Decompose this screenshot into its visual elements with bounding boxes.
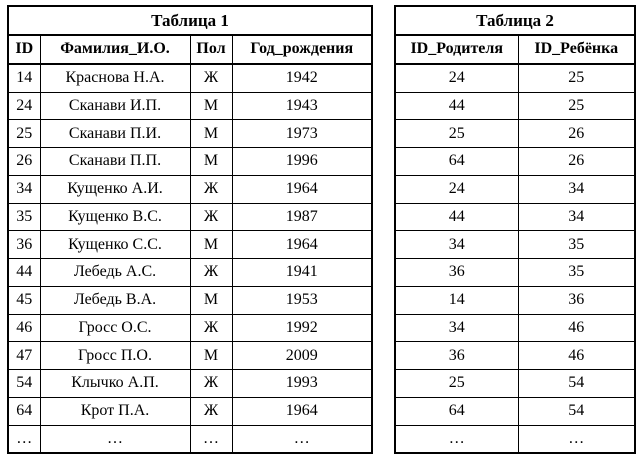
table-2-row — [395, 342, 635, 370]
table-1-cell: 45 — [8, 286, 40, 314]
table-1-cell: Ж — [190, 259, 232, 287]
table-1-cell: М — [190, 120, 232, 148]
table-1-cell: 35 — [8, 203, 40, 231]
table-2-cell: 26 — [518, 148, 635, 176]
table-1-cell: 1943 — [232, 92, 372, 120]
table-2-cell: 54 — [518, 397, 635, 425]
table-2-title: Таблица 2 — [395, 6, 635, 35]
table-1-cell: 1992 — [232, 314, 372, 342]
table-2-cell: 34 — [518, 175, 635, 203]
table-1-row — [8, 342, 372, 370]
table-2-cell: 36 — [518, 286, 635, 314]
table-1-row — [8, 92, 372, 120]
table-1-cell: Сканави П.П. — [40, 148, 190, 176]
table-2-cell: 24 — [395, 64, 518, 92]
table-2-cell: 35 — [518, 259, 635, 287]
table-2-row — [395, 64, 635, 92]
table-1-cell: Краснова Н.А. — [40, 64, 190, 92]
table-2-cell: 34 — [395, 231, 518, 259]
table-2-cell: … — [518, 425, 635, 453]
table-1-row — [8, 175, 372, 203]
table-1-row — [8, 397, 372, 425]
table-2-cell: 44 — [395, 92, 518, 120]
table-1-column-header: Фамилия_И.О. — [40, 35, 190, 64]
table-1-cell: Ж — [190, 175, 232, 203]
table-2-row — [395, 425, 635, 453]
table-2-column-header: ID_Ребёнка — [518, 35, 635, 64]
table-1-row — [8, 148, 372, 176]
table-1-cell: Кущенко С.С. — [40, 231, 190, 259]
table-1-column-header: ID — [8, 35, 40, 64]
table-1-cell: М — [190, 92, 232, 120]
table-2-row — [395, 92, 635, 120]
table-1-cell: Ж — [190, 314, 232, 342]
table-2-cell: 35 — [518, 231, 635, 259]
table-2-row — [395, 203, 635, 231]
table-2-row — [395, 148, 635, 176]
table-1-cell: 26 — [8, 148, 40, 176]
table-1-cell: Клычко А.П. — [40, 370, 190, 398]
table-1-cell: Кущенко В.С. — [40, 203, 190, 231]
table-2-cell: 46 — [518, 342, 635, 370]
table-2-cell: 25 — [395, 120, 518, 148]
table-1-cell: Кущенко А.И. — [40, 175, 190, 203]
table-2-cell: 54 — [518, 370, 635, 398]
table-2-cell: 34 — [518, 203, 635, 231]
table-1-row — [8, 64, 372, 92]
table-1-cell: Сканави И.П. — [40, 92, 190, 120]
table-2-row — [395, 120, 635, 148]
table-1-column-header: Год_рождения — [232, 35, 372, 64]
table-1-row — [8, 259, 372, 287]
table-2-cell: … — [395, 425, 518, 453]
table-1-cell: М — [190, 286, 232, 314]
table-1-cell: Гросс П.О. — [40, 342, 190, 370]
table-1-cell: 36 — [8, 231, 40, 259]
table-1-cell: Ж — [190, 203, 232, 231]
table-1-cell: М — [190, 148, 232, 176]
table-1-cell: 46 — [8, 314, 40, 342]
table-1-row — [8, 203, 372, 231]
table-2-cell: 25 — [518, 64, 635, 92]
table-2-row — [395, 286, 635, 314]
table-2-cell: 44 — [395, 203, 518, 231]
table-1-cell: … — [40, 425, 190, 453]
table-1-row — [8, 231, 372, 259]
table-1-cell: Сканави П.И. — [40, 120, 190, 148]
table-1-cell: Ж — [190, 370, 232, 398]
table-1-cell: 1964 — [232, 397, 372, 425]
table-1-cell: … — [190, 425, 232, 453]
table-2-cell: 25 — [395, 370, 518, 398]
table-1-cell: М — [190, 342, 232, 370]
table-1-cell: Ж — [190, 397, 232, 425]
table-1-cell: 64 — [8, 397, 40, 425]
table-2-row — [395, 259, 635, 287]
table-1-cell: 2009 — [232, 342, 372, 370]
table-1-cell: 24 — [8, 92, 40, 120]
table-2-row — [395, 175, 635, 203]
table-2 — [394, 5, 636, 454]
table-2-cell: 14 — [395, 286, 518, 314]
table-2-cell: 34 — [395, 314, 518, 342]
table-1-cell: Гросс О.С. — [40, 314, 190, 342]
table-1-cell: 1973 — [232, 120, 372, 148]
table-1-cell: 47 — [8, 342, 40, 370]
table-1-cell: Ж — [190, 64, 232, 92]
table-1-row — [8, 286, 372, 314]
table-2-cell: 36 — [395, 342, 518, 370]
table-1-cell: 44 — [8, 259, 40, 287]
table-1-cell: 1964 — [232, 231, 372, 259]
table-1-cell: Крот П.А. — [40, 397, 190, 425]
table-1-cell: 14 — [8, 64, 40, 92]
table-2-cell: 46 — [518, 314, 635, 342]
table-2-row — [395, 231, 635, 259]
table-2-cell: 24 — [395, 175, 518, 203]
table-2-cell: 26 — [518, 120, 635, 148]
table-1-cell: 1942 — [232, 64, 372, 92]
table-1-cell: 1987 — [232, 203, 372, 231]
table-1-cell: Лебедь В.А. — [40, 286, 190, 314]
table-1-cell: 54 — [8, 370, 40, 398]
table-2-cell: 64 — [395, 397, 518, 425]
table-2-row — [395, 370, 635, 398]
table-1-cell: … — [8, 425, 40, 453]
table-1-cell: 34 — [8, 175, 40, 203]
table-1-cell: М — [190, 231, 232, 259]
table-1-cell: 25 — [8, 120, 40, 148]
table-1-cell: Лебедь А.С. — [40, 259, 190, 287]
table-1-row — [8, 120, 372, 148]
table-1-column-header: Пол — [190, 35, 232, 64]
table-2-cell: 36 — [395, 259, 518, 287]
table-2-row — [395, 397, 635, 425]
table-1-title: Таблица 1 — [8, 6, 372, 35]
table-2-cell: 25 — [518, 92, 635, 120]
table-1-cell: … — [232, 425, 372, 453]
table-1-cell: 1953 — [232, 286, 372, 314]
table-1-row — [8, 370, 372, 398]
table-2-row — [395, 314, 635, 342]
table-1 — [7, 5, 373, 454]
table-1-cell: 1941 — [232, 259, 372, 287]
table-1-cell: 1964 — [232, 175, 372, 203]
table-1-row — [8, 314, 372, 342]
table-2-cell: 64 — [395, 148, 518, 176]
table-1-cell: 1996 — [232, 148, 372, 176]
table-1-cell: 1993 — [232, 370, 372, 398]
table-2-column-header: ID_Родителя — [395, 35, 518, 64]
table-1-row — [8, 425, 372, 453]
